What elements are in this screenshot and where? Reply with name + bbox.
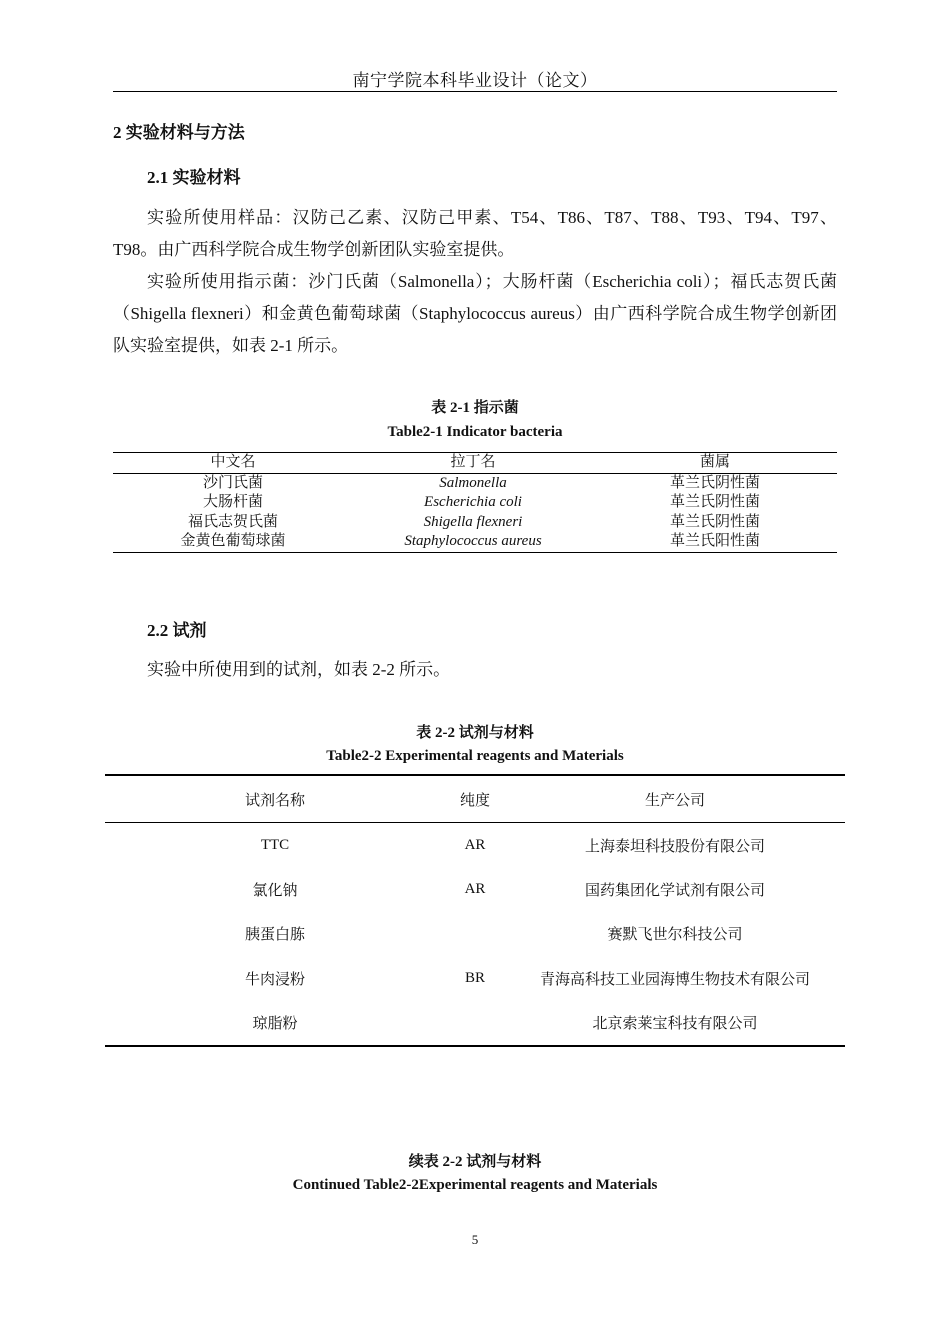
table-row xyxy=(113,473,837,493)
table-cell: 胰蛋白胨 xyxy=(244,927,305,944)
table-cell xyxy=(445,912,505,956)
table-cell: 福氏志贺氏菌 xyxy=(187,513,278,530)
table-row xyxy=(105,867,845,911)
column-header: 中文名 xyxy=(210,454,256,470)
table-cell: BR xyxy=(464,969,485,986)
table-cell: 革兰氏阳性菌 xyxy=(669,533,760,549)
materials-paragraph xyxy=(113,202,837,362)
running-header: 南宁学院本科毕业设计（论文） xyxy=(352,71,598,90)
column-header: 试剂名称 xyxy=(244,792,305,809)
table-row xyxy=(105,956,845,1000)
reagents-paragraph xyxy=(113,654,837,686)
samples-text: 实验所使用样品：汉防己乙素、汉防己甲素、T54、T86、T87、T88、T93、T94、T97、T98。由广西科学院合成生物学创新团队实验室提供。 xyxy=(113,208,837,259)
subsection-heading-2-1: 2.1 实验材料 xyxy=(147,168,241,187)
table-cell: 沙门氏菌 xyxy=(202,474,263,491)
table2-caption-cn: 表 2-2 试剂与材料 xyxy=(416,725,534,741)
table-row xyxy=(113,493,837,513)
column-header: 菌属 xyxy=(699,454,730,470)
table-cell: 赛默飞世尔科技公司 xyxy=(607,927,743,944)
table-header-row xyxy=(105,775,845,823)
table-cell: 琼脂粉 xyxy=(252,1016,298,1033)
table2-caption-en: Table2-2 Experimental reagents and Materials xyxy=(326,748,624,764)
table-cell: 北京索莱宝科技有限公司 xyxy=(592,1016,758,1033)
table-cell: Staphylococcus aureus xyxy=(404,533,542,549)
table-cell: 革兰氏阴性菌 xyxy=(669,494,760,510)
table-cell: 上海泰坦科技股份有限公司 xyxy=(584,838,765,855)
table-cell: TTC xyxy=(260,836,290,853)
table-row xyxy=(105,1001,845,1046)
table1-caption-cn: 表 2-1 指示菌 xyxy=(431,400,519,416)
table-header-row xyxy=(113,453,837,474)
table-cell: Shigella flexneri xyxy=(423,513,523,530)
column-header: 纯度 xyxy=(459,792,490,809)
table-row xyxy=(105,912,845,956)
table-row xyxy=(105,823,845,868)
section-heading: 2 实验材料与方法 xyxy=(113,123,245,142)
table-cell: 牛肉浸粉 xyxy=(244,971,305,988)
reagents-table xyxy=(105,774,845,1047)
table-cell: Salmonella xyxy=(439,474,507,491)
reagents-text: 实验中所使用到的试剂，如表 2-2 所示。 xyxy=(147,660,451,679)
table-cell: 金黄色葡萄球菌 xyxy=(180,533,286,549)
table-cell: 革兰氏阴性菌 xyxy=(669,474,760,491)
table-cell xyxy=(445,1001,505,1046)
table1-caption-en: Table2-1 Indicator bacteria xyxy=(387,424,563,440)
table-row xyxy=(113,513,837,533)
bacteria-text: 实验所使用指示菌：沙门氏菌（Salmonella）；大肠杆菌（Escherichia coli）；福氏志贺氏菌（Shigella flexneri）和金黄色葡萄球菌（Staphylococcus aureus）由广西科学院合成生物学创新团队实验室提供，如表 2-1 所示。 xyxy=(113,272,837,355)
page-number: 5 xyxy=(471,1232,479,1247)
table-cell: AR xyxy=(464,881,486,898)
table-cell: 革兰氏阴性菌 xyxy=(669,513,760,530)
subsection-heading-2-2: 2.2 试剂 xyxy=(147,621,207,640)
table-row xyxy=(113,532,837,552)
continued-caption-cn: 续表 2-2 试剂与材料 xyxy=(408,1154,542,1170)
indicator-bacteria-table xyxy=(113,452,837,553)
table-cell: Escherichia coli xyxy=(424,494,522,510)
table-cell: 大肠杆菌 xyxy=(202,494,263,510)
table-cell: AR xyxy=(464,836,486,853)
column-header: 生产公司 xyxy=(644,792,705,809)
continued-caption-en: Continued Table2-2Experimental reagents and Materials xyxy=(292,1177,658,1193)
column-header: 拉丁名 xyxy=(450,454,496,470)
table-cell: 青海高科技工业园海博生物技术有限公司 xyxy=(539,971,810,988)
header-rule xyxy=(113,91,837,92)
table-cell: 国药集团化学试剂有限公司 xyxy=(584,883,765,900)
table-cell: 氯化钠 xyxy=(252,883,298,900)
